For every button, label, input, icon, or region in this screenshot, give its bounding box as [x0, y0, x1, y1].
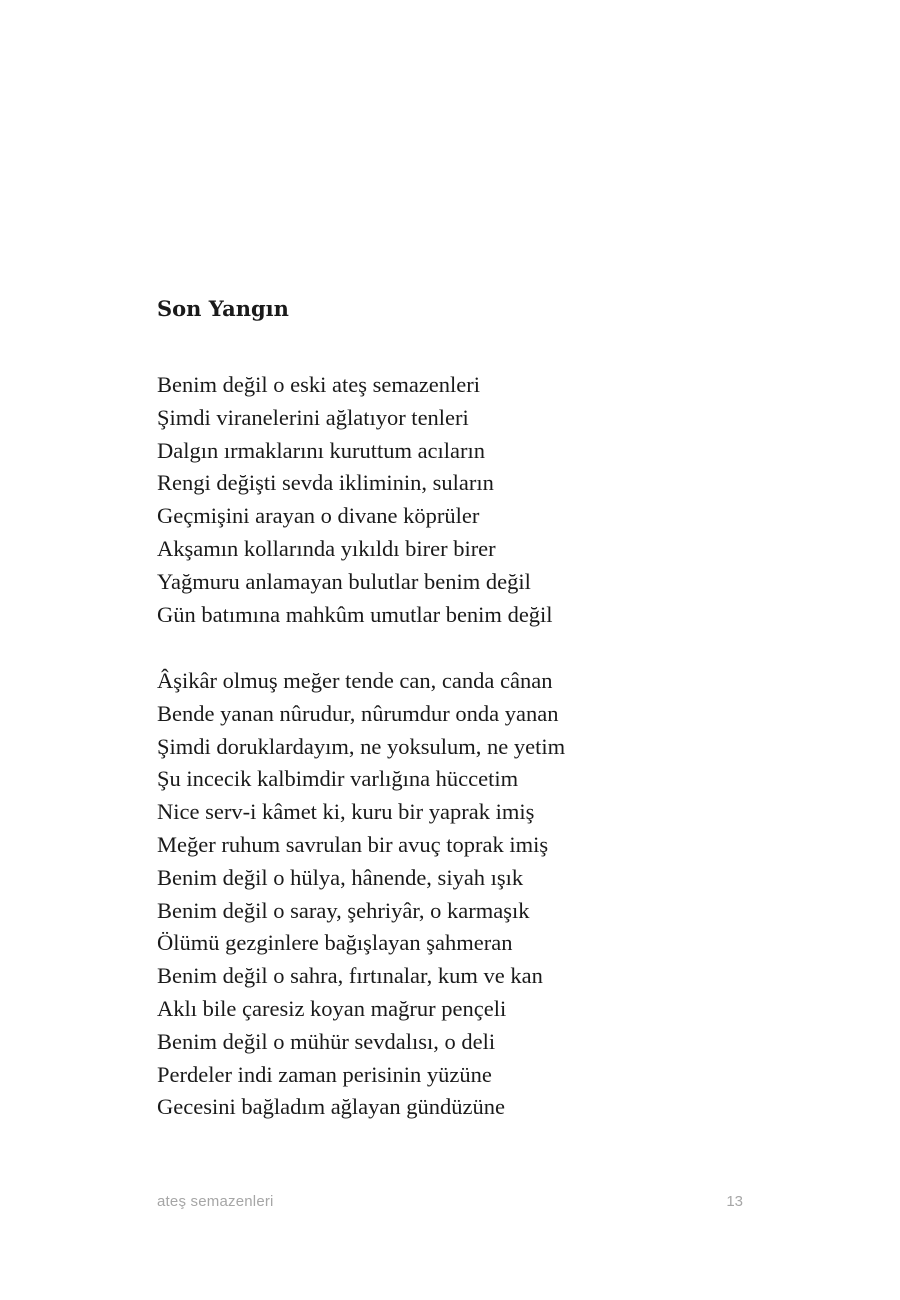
verse-line: Benim değil o saray, şehriyâr, o karmaşık — [157, 897, 530, 923]
verse-line: Dalgın ırmaklarını kuruttum acıların — [157, 437, 486, 463]
verse-line: Gecesini bağladım ağlayan gündüzüne — [157, 1094, 506, 1120]
verse-line: Rengi değişti sevda ikliminin, suların — [157, 470, 494, 496]
verse-line: Gün batımına mahkûm umutlar benim değil — [157, 601, 553, 627]
poem-title: Son Yangın — [157, 296, 289, 321]
verse-line: Şu incecik kalbimdir varlığına hüccetim — [157, 766, 519, 792]
verse-line: Benim değil o hülya, hânende, siyah ışık — [157, 864, 524, 890]
verse-line: Perdeler indi zaman perisinin yüzüne — [157, 1061, 492, 1087]
verse-line: Aklı bile çaresiz koyan mağrur pençeli — [157, 995, 507, 1021]
verse-line: Benim değil o mühür sevdalısı, o deli — [157, 1028, 496, 1054]
verse-line: Şimdi viranelerini ağlatıyor tenleri — [157, 404, 469, 430]
verse-line: Akşamın kollarında yıkıldı birer birer — [157, 535, 496, 561]
stanza-2 — [157, 665, 565, 1124]
verse-line: Nice serv-i kâmet ki, kuru bir yaprak imiş — [157, 799, 535, 825]
verse-line: Yağmuru anlamayan bulutlar benim değil — [157, 568, 531, 594]
verse-line: Ölümü gezginlere bağışlayan şahmeran — [157, 930, 513, 956]
stanza-1 — [157, 369, 553, 631]
verse-line: Benim değil o sahra, fırtınalar, kum ve kan — [157, 963, 543, 989]
running-footer-title: ateş semazenleri — [157, 1193, 274, 1210]
verse-line: Geçmişini arayan o divane köprüler — [157, 503, 480, 529]
verse-line: Benim değil o eski ateş semazenleri — [157, 372, 481, 397]
verse-line: Bende yanan nûrudur, nûrumdur onda yanan — [157, 700, 559, 726]
verse-line: Şimdi doruklardayım, ne yoksulum, ne yetim — [157, 733, 566, 759]
verse-line: Meğer ruhum savrulan bir avuç toprak imiş — [157, 831, 549, 857]
verse-line: Âşikâr olmuş meğer tende can, canda cânan — [157, 668, 553, 693]
page-number: 13 — [726, 1193, 743, 1210]
